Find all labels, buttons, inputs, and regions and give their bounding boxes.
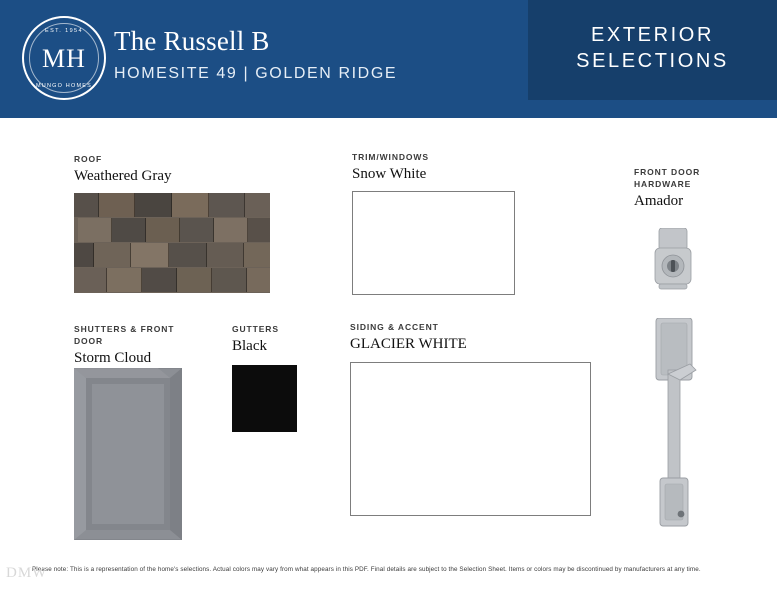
selections-sheet — [0, 118, 777, 600]
trim-windows-swatch — [352, 191, 515, 295]
selection-value-label: Weathered Gray — [74, 168, 172, 184]
shutter-swatch — [74, 368, 182, 545]
selection-category-label: SHUTTERS & FRONT DOOR — [74, 324, 175, 346]
selection-value-label: Amador — [634, 193, 684, 209]
selection-value-label: Black — [232, 338, 267, 354]
header-inner — [0, 0, 777, 118]
selection-shutters-front-door — [74, 323, 224, 368]
gutters-swatch — [232, 365, 297, 432]
selection-value-label: Storm Cloud — [74, 350, 152, 366]
selection-front-door-hardware — [634, 166, 764, 211]
selection-category-label: GUTTERS — [232, 324, 279, 334]
deadbolt-hardware-image — [650, 228, 696, 290]
selection-category-label: ROOF — [74, 154, 103, 164]
logo-brand-text: MUNGO HOMES — [36, 83, 92, 89]
siding-accent-swatch — [350, 362, 591, 516]
roof-swatch — [74, 193, 270, 293]
page-header — [0, 0, 777, 118]
mungo-homes-logo — [22, 16, 106, 100]
exterior-selections-badge — [528, 0, 777, 100]
selection-roof — [74, 153, 274, 293]
selection-value-label: Snow White — [352, 166, 427, 182]
selection-category-label: SIDING & ACCENT — [350, 322, 439, 332]
badge-line-2: SELECTIONS — [576, 50, 729, 72]
selection-category-label: FRONT DOOR HARDWARE — [634, 167, 701, 189]
front-door-handleset-image — [650, 318, 706, 528]
disclaimer-text: Please note: This is a representation of the home's selections. Actual colors may vary from what appears in this PDF. Final details are subject to the Selection Sheet. Items or colors may be discontinued by manufacturers at any time. — [32, 566, 701, 573]
logo-monogram: MH — [42, 44, 86, 73]
selection-siding-accent — [350, 321, 610, 516]
selection-category-label: TRIM/WINDOWS — [352, 152, 429, 162]
page-title: The Russell B — [114, 26, 270, 56]
logo-established-text: EST. 1954 — [45, 28, 83, 34]
watermark: DMW — [6, 565, 48, 581]
selection-value-label: GLACIER WHITE — [350, 336, 467, 352]
selection-gutters — [232, 323, 342, 432]
homesite-subtitle: HOMESITE 49 | GOLDEN RIDGE — [114, 65, 398, 82]
badge-line-1: EXTERIOR — [590, 24, 715, 46]
selection-trim-windows — [352, 151, 532, 295]
title-block — [114, 24, 397, 84]
